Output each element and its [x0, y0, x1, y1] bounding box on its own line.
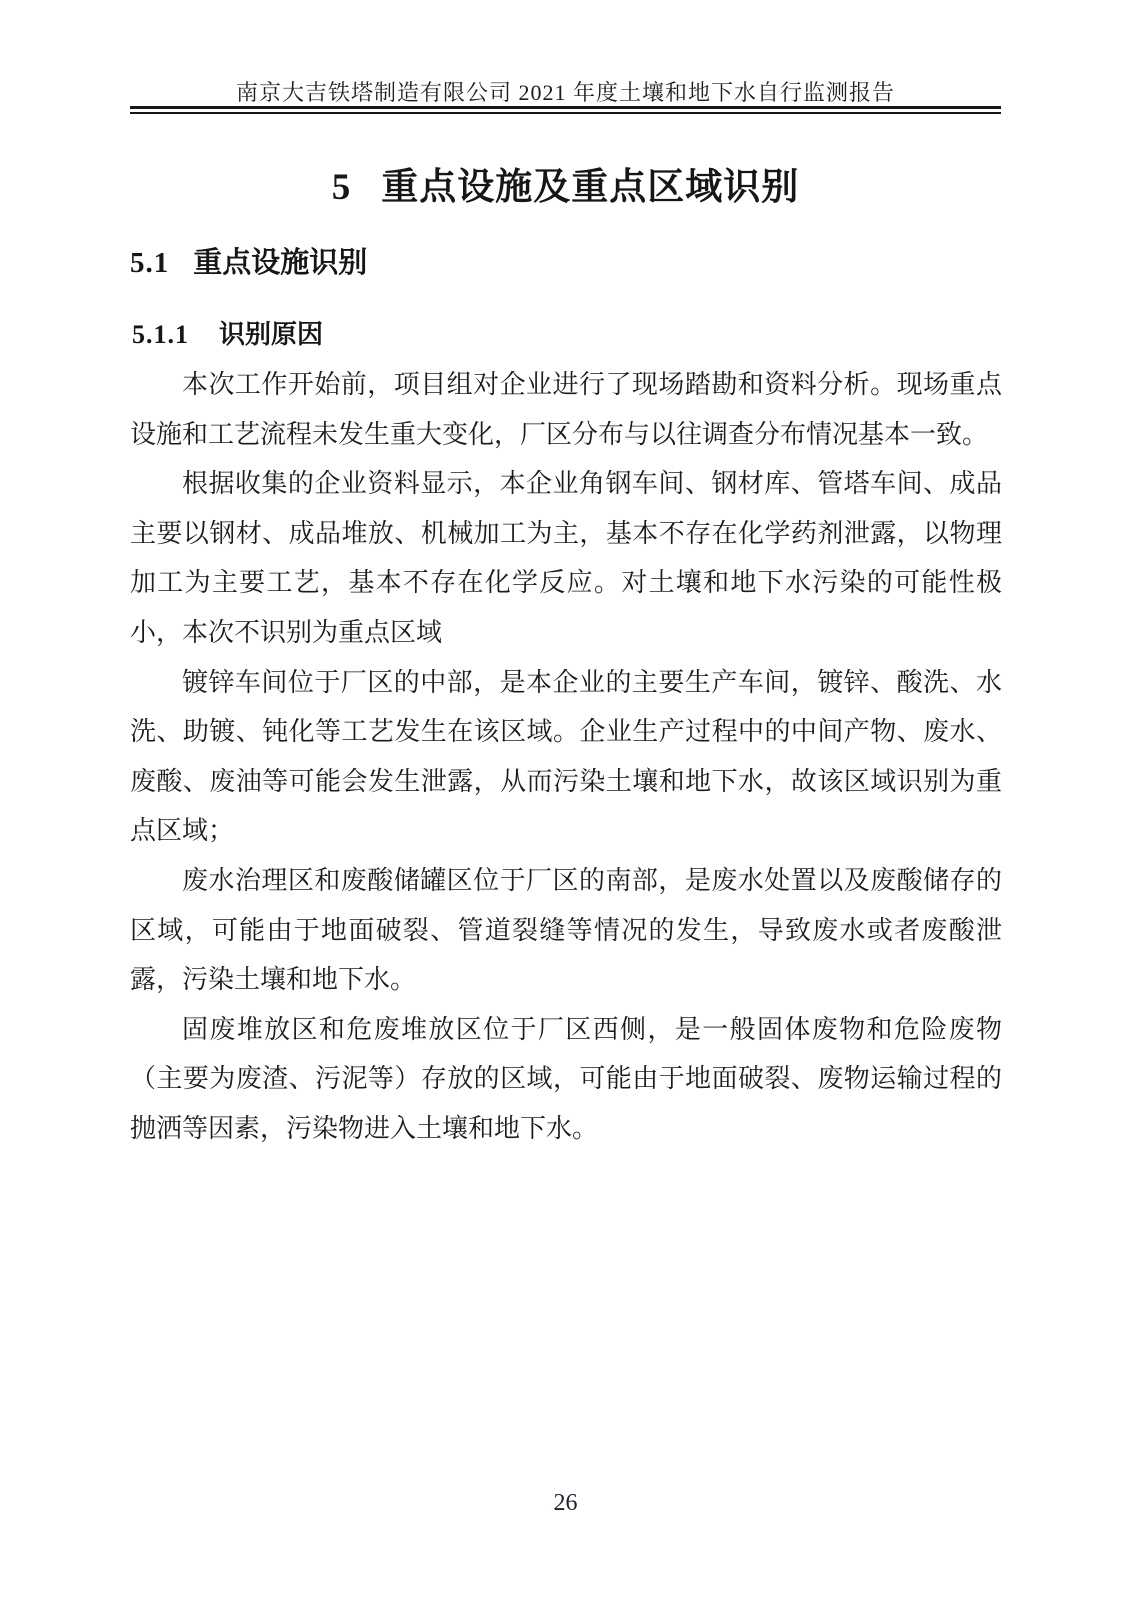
- running-header: 南京大吉铁塔制造有限公司 2021 年度土壤和地下水自行监测报告: [235, 80, 895, 105]
- body-text: [130, 360, 1002, 1154]
- chapter-number: 5: [331, 167, 352, 208]
- subsection-title-text: 识别原因: [219, 320, 324, 349]
- chapter-title-text: 重点设施及重点区域识别: [381, 167, 800, 208]
- header-double-rule: [130, 106, 1001, 114]
- body-paragraph: 根据收集的企业资料显示，本企业角钢车间、钢材库、管塔车间、成品主要以钢材、成品堆放、机械加工为主，基本不存在化学药剂泄露，以物理加工为主要工艺，基本不存在化学反应。对土壤和地下水污染的可能性极小，本次不识别为重点区域: [130, 469, 1002, 647]
- page-number: 26: [553, 1490, 578, 1516]
- body-paragraph: 本次工作开始前，项目组对企业进行了现场踏勘和资料分析。现场重点设施和工艺流程未发生重大变化，厂区分布与以往调查分布情况基本一致。: [130, 370, 1002, 449]
- body-paragraph: 镀锌车间位于厂区的中部，是本企业的主要生产车间，镀锌、酸洗、水洗、助镀、钝化等工艺发生在该区域。企业生产过程中的中间产物、废水、废酸、废油等可能会发生泄露，从而污染土壤和地下水，故该区域识别为重点区域；: [130, 667, 1002, 846]
- section-heading: [130, 240, 367, 281]
- body-paragraph: 固废堆放区和危废堆放区位于厂区西侧，是一般固体废物和危险废物（主要为废渣、污泥等）存放的区域，可能由于地面破裂、废物运输过程的抛洒等因素，污染物进入土壤和地下水。: [130, 1014, 1002, 1143]
- subsection-heading: [132, 314, 323, 351]
- subsection-number: 5.1.1: [132, 320, 189, 349]
- section-title-text: 重点设施识别: [193, 247, 368, 279]
- section-number: 5.1: [130, 247, 170, 279]
- chapter-title: [0, 156, 1131, 210]
- body-paragraph: 废水治理区和废酸储罐区位于厂区的南部，是废水处置以及废酸储存的区域，可能由于地面破裂、管道裂缝等情况的发生，导致废水或者废酸泄露，污染土壤和地下水。: [130, 865, 1002, 995]
